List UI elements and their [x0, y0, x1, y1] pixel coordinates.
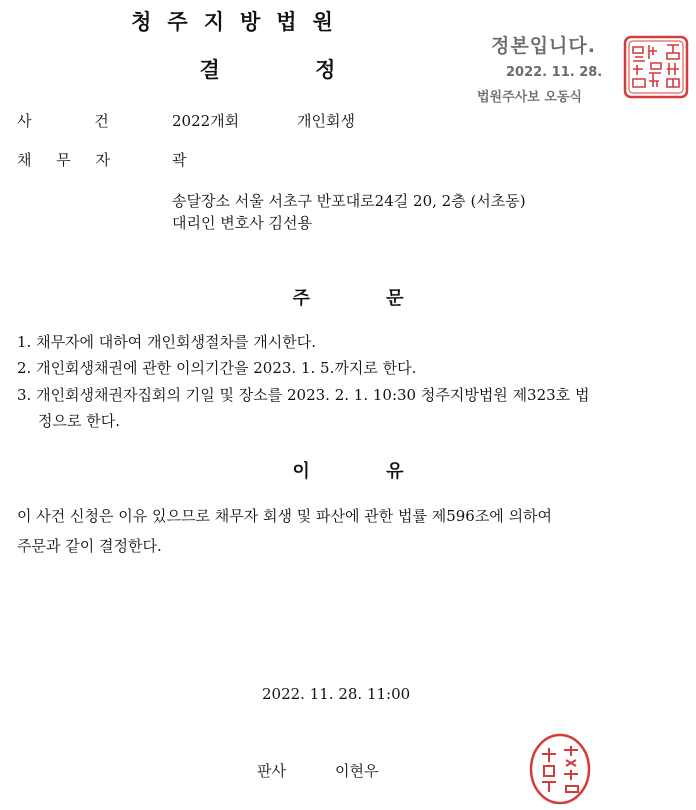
- decision-datetime: 2022. 11. 28. 11:00: [262, 685, 411, 703]
- court-name: 청주지방법원: [131, 10, 349, 34]
- agent: 대리인 변호사 김선용: [172, 214, 312, 232]
- judge-seal-icon: [528, 732, 592, 806]
- service-address: 송달장소 서울 서초구 반포대로24길 20, 2층 (서초동): [172, 192, 526, 210]
- case-name: 개인회생: [297, 112, 355, 130]
- judge-name: 이현우: [335, 762, 379, 780]
- order-item-1: 1. 채무자에 대하여 개인회생절차를 개시한다.: [17, 333, 316, 351]
- order-item-3: 3. 개인회생채권자집회의 기일 및 장소를 2023. 2. 1. 10:30 청주지방법원 제323호 법: [17, 386, 590, 404]
- case-label: 사 건: [17, 112, 109, 130]
- certification-date: 2022. 11. 28.: [506, 65, 603, 80]
- case-number: 2022개회: [172, 112, 240, 130]
- document-type: 결 정: [199, 58, 336, 82]
- court-seal-square-icon: [623, 35, 689, 99]
- debtor-name: 곽: [172, 151, 187, 169]
- order-item-2: 2. 개인회생채권에 관한 이의기간을 2023. 1. 5.까지로 한다.: [17, 359, 417, 377]
- reason-line-1: 이 사건 신청은 이유 있으므로 채무자 회생 및 파산에 관한 법률 제596조에 의하여: [17, 507, 553, 525]
- reason-line-2: 주문과 같이 결정한다.: [17, 537, 162, 555]
- order-heading: 주 문: [292, 288, 404, 309]
- certified-copy-stamp: 정본입니다.: [491, 35, 596, 57]
- judge-title: 판사: [257, 762, 286, 780]
- debtor-label: 채 무 자: [17, 151, 111, 169]
- court-clerk: 법원주사보 오동식: [477, 90, 582, 105]
- order-item-3-continued: 정으로 한다.: [38, 412, 120, 430]
- reason-heading: 이 유: [292, 461, 404, 482]
